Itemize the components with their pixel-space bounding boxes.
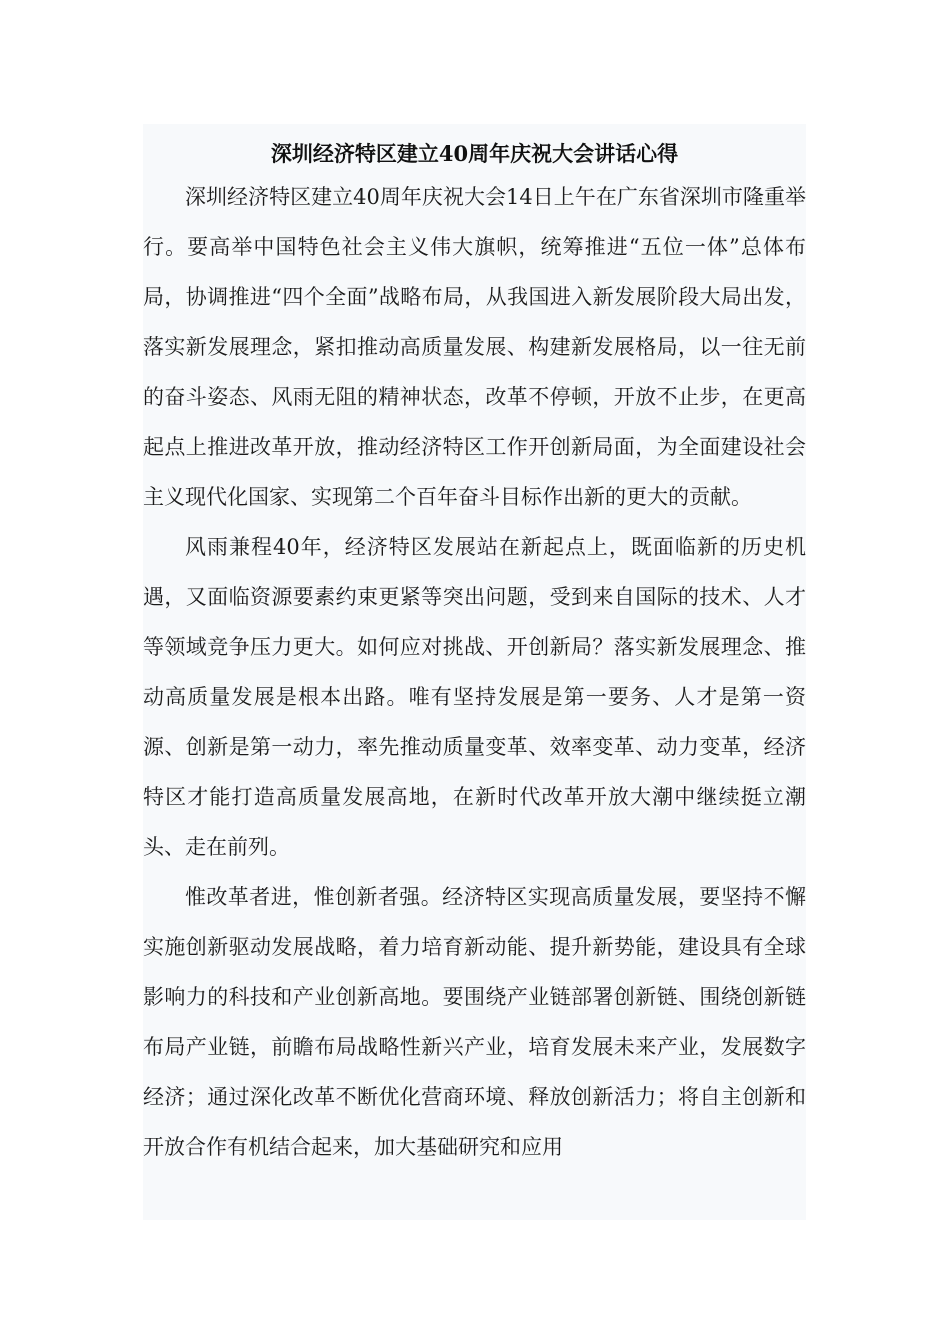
- paragraph-1: 深圳经济特区建立40周年庆祝大会14日上午在广东省深圳市隆重举行。要高举中国特色社会主义伟大旗帜，统筹推进“五位一体”总体布局，协调推进“四个全面”战略布局，从我国进入新发展阶段大局出发，落实新发展理念，紧扣推动高质量发展、构建新发展格局，以一往无前的奋斗姿态、风雨无阻的精神状态，改革不停顿，开放不止步，在更高起点上推进改革开放，推动经济特区工作开创新局面，为全面建设社会主义现代化国家、实现第二个百年奋斗目标作出新的更大的贡献。: [143, 185, 806, 509]
- paragraph-2: 风雨兼程40年，经济特区发展站在新起点上，既面临新的历史机遇，又面临资源要素约束更紧等突出问题，受到来自国际的技术、人才等领域竞争压力更大。如何应对挑战、开创新局？落实新发展理念、推动高质量发展是根本出路。唯有坚持发展是第一要务、人才是第一资源、创新是第一动力，率先推动质量变革、效率变革、动力变革，经济特区才能打造高质量发展高地，在新时代改革开放大潮中继续挺立潮头、走在前列。: [143, 535, 806, 859]
- document-title: 深圳经济特区建立40周年庆祝大会讲话心得: [270, 141, 679, 166]
- paragraph-3: 惟改革者进，惟创新者强。经济特区实现高质量发展，要坚持不懈实施创新驱动发展战略，着力培育新动能、提升新势能，建设具有全球影响力的科技和产业创新高地。要围绕产业链部署创新链、围绕创新链布局产业链，前瞻布局战略性新兴产业，培育发展未来产业，发展数字经济；通过深化改革不断优化营商环境、释放创新活力；将自主创新和开放合作有机结合起来，加大基础研究和应用: [143, 885, 806, 1159]
- document-text-block: [143, 124, 806, 1220]
